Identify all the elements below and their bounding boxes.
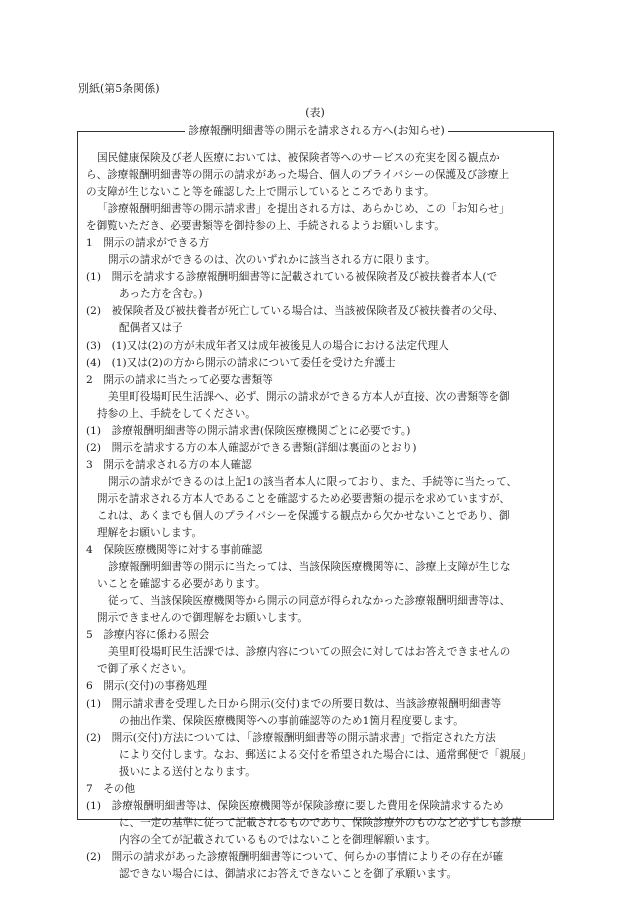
section-heading: 4 保険医療機関等に対する事前確認 — [86, 544, 263, 557]
body-line: 従って、当該保険医療機関等から開示の同意が得られなかった診療報酬明細書等は、 — [108, 595, 511, 608]
list-item: (4) (1)又は(2)の方から開示の請求について委任を受けた弁護士 — [86, 356, 396, 369]
body-line: 開示できませんので御理解をお願いします。 — [97, 612, 309, 625]
body-line: 国民健康保険及び老人医療においては、被保険者等へのサービスの充実を図る観点か — [97, 152, 500, 164]
section-heading: 3 開示を請求される方の本人確認 — [86, 458, 252, 471]
list-item: (2) 開示の請求があった診療報酬明細書等について、何らかの事情によりその存在が確 — [86, 850, 504, 863]
list-item: (2) 被保険者及び被扶養者が死亡している場合は、当該被保険者及び被扶養者の父母、 — [86, 305, 504, 318]
body-line: で御了承ください。 — [97, 663, 193, 676]
section-heading: 7 その他 — [86, 782, 136, 795]
list-item-continuation: の抽出作業、保険医療機関等への事前確認等のため1箇月程度要します。 — [119, 714, 464, 727]
section-heading: 5 診療内容に係わる照会 — [86, 629, 210, 642]
body-line: 開示を請求される方本人であることを確認するため必要書類の提示を求めていますが、 — [97, 492, 511, 505]
list-item-continuation: 配偶者又は子 — [119, 322, 183, 335]
notice-frame — [77, 124, 554, 880]
list-item: (2) 開示を請求する方の本人確認ができる書類(詳細は裏面のとおり) — [86, 441, 417, 454]
table-label: (表) — [305, 106, 325, 119]
body-line: 開示の請求ができるのは、次のいずれかに該当される方に限ります。 — [108, 254, 436, 267]
section-heading: 2 開示の請求に当たって必要な書類等 — [86, 373, 273, 386]
body-line: ら、診療報酬明細書等の開示の請求があった場合、個人のプライバシーの保護及び診療上 — [86, 169, 510, 182]
list-item: (1) 開示請求書を受理した日から開示(交付)までの所要日数は、当該診療報酬明細書等 — [86, 697, 502, 710]
section-heading: 6 開示(交付)の事務処理 — [86, 680, 207, 693]
list-item-continuation: に、一定の基準に従って記載されるものであり、保険診療外のものなど必ずしも診療 — [119, 816, 522, 829]
list-item: (3) (1)又は(2)の方が未成年者又は成年被後見人の場合における法定代理人 — [86, 339, 449, 352]
body-line: いことを確認する必要があります。 — [97, 578, 266, 591]
body-line: を御覧いただき、必要書類等を御持参の上、手続されるようお願いします。 — [86, 220, 445, 233]
list-item-continuation: により交付します。なお、郵送による交付を希望された場合には、通常郵便で「親展」 — [119, 748, 532, 761]
list-item: (2) 開示(交付)方法については、「診療報酬明細書等の開示請求書」で指定された方法 — [86, 731, 496, 744]
list-item: (1) 診療報酬明細書等は、保険医療機関等が保険診療に要した費用を保険請求するため — [86, 799, 504, 812]
list-item-continuation: あった方を含む。) — [119, 288, 203, 301]
list-item-continuation: 内容の全てが記載されているものではないことを御理解願います。 — [119, 833, 436, 846]
body-line: の支障が生じないこと等を確認した上で開示しているところであります。 — [86, 186, 435, 199]
body-line: 診療報酬明細書等の開示に当たっては、当該保険医療機関等に、診療上支障が生じな — [108, 561, 511, 574]
list-item: (1) 開示を請求する診療報酬明細書等に記載されている被保険者及び被扶養者本人(で — [86, 271, 498, 284]
section-heading: 1 開示の請求ができる方 — [86, 237, 210, 250]
list-item-continuation: 認できない場合には、御請求にお答えできないことを御了承願います。 — [119, 867, 458, 880]
notice-title: 診療報酬明細書等の開示を請求される方へ(お知らせ) — [185, 124, 447, 137]
notice-body — [86, 150, 548, 883]
body-line: 理解をお願いします。 — [97, 527, 203, 540]
body-line: 「診療報酬明細書等の開示請求書」を提出される方は、あらかじめ、この「お知らせ」 — [97, 203, 510, 216]
body-line: 美里町役場町民生活課では、診療内容についての照会に対してはお答えできませんの — [108, 646, 511, 659]
body-line: 美里町役場町民生活課へ、必ず、開示の請求ができる方本人が直接、次の書類等を御 — [108, 390, 510, 403]
list-item-continuation: 扱いによる送付となります。 — [119, 765, 256, 778]
body-line: 持参の上、手続をしてください。 — [97, 407, 256, 420]
body-line: 開示の請求ができるのは上記1の該当者本人に限っており、また、手続等に当たって、 — [108, 475, 518, 488]
document-reference: 別紙(第5条関係) — [78, 82, 160, 95]
body-line: これは、あくまでも個人のプライバシーを保護する観点から欠かせないことであり、御 — [97, 509, 510, 522]
list-item: (1) 診療報酬明細書等の開示請求書(保険医療機関ごとに必要です。) — [86, 424, 411, 437]
